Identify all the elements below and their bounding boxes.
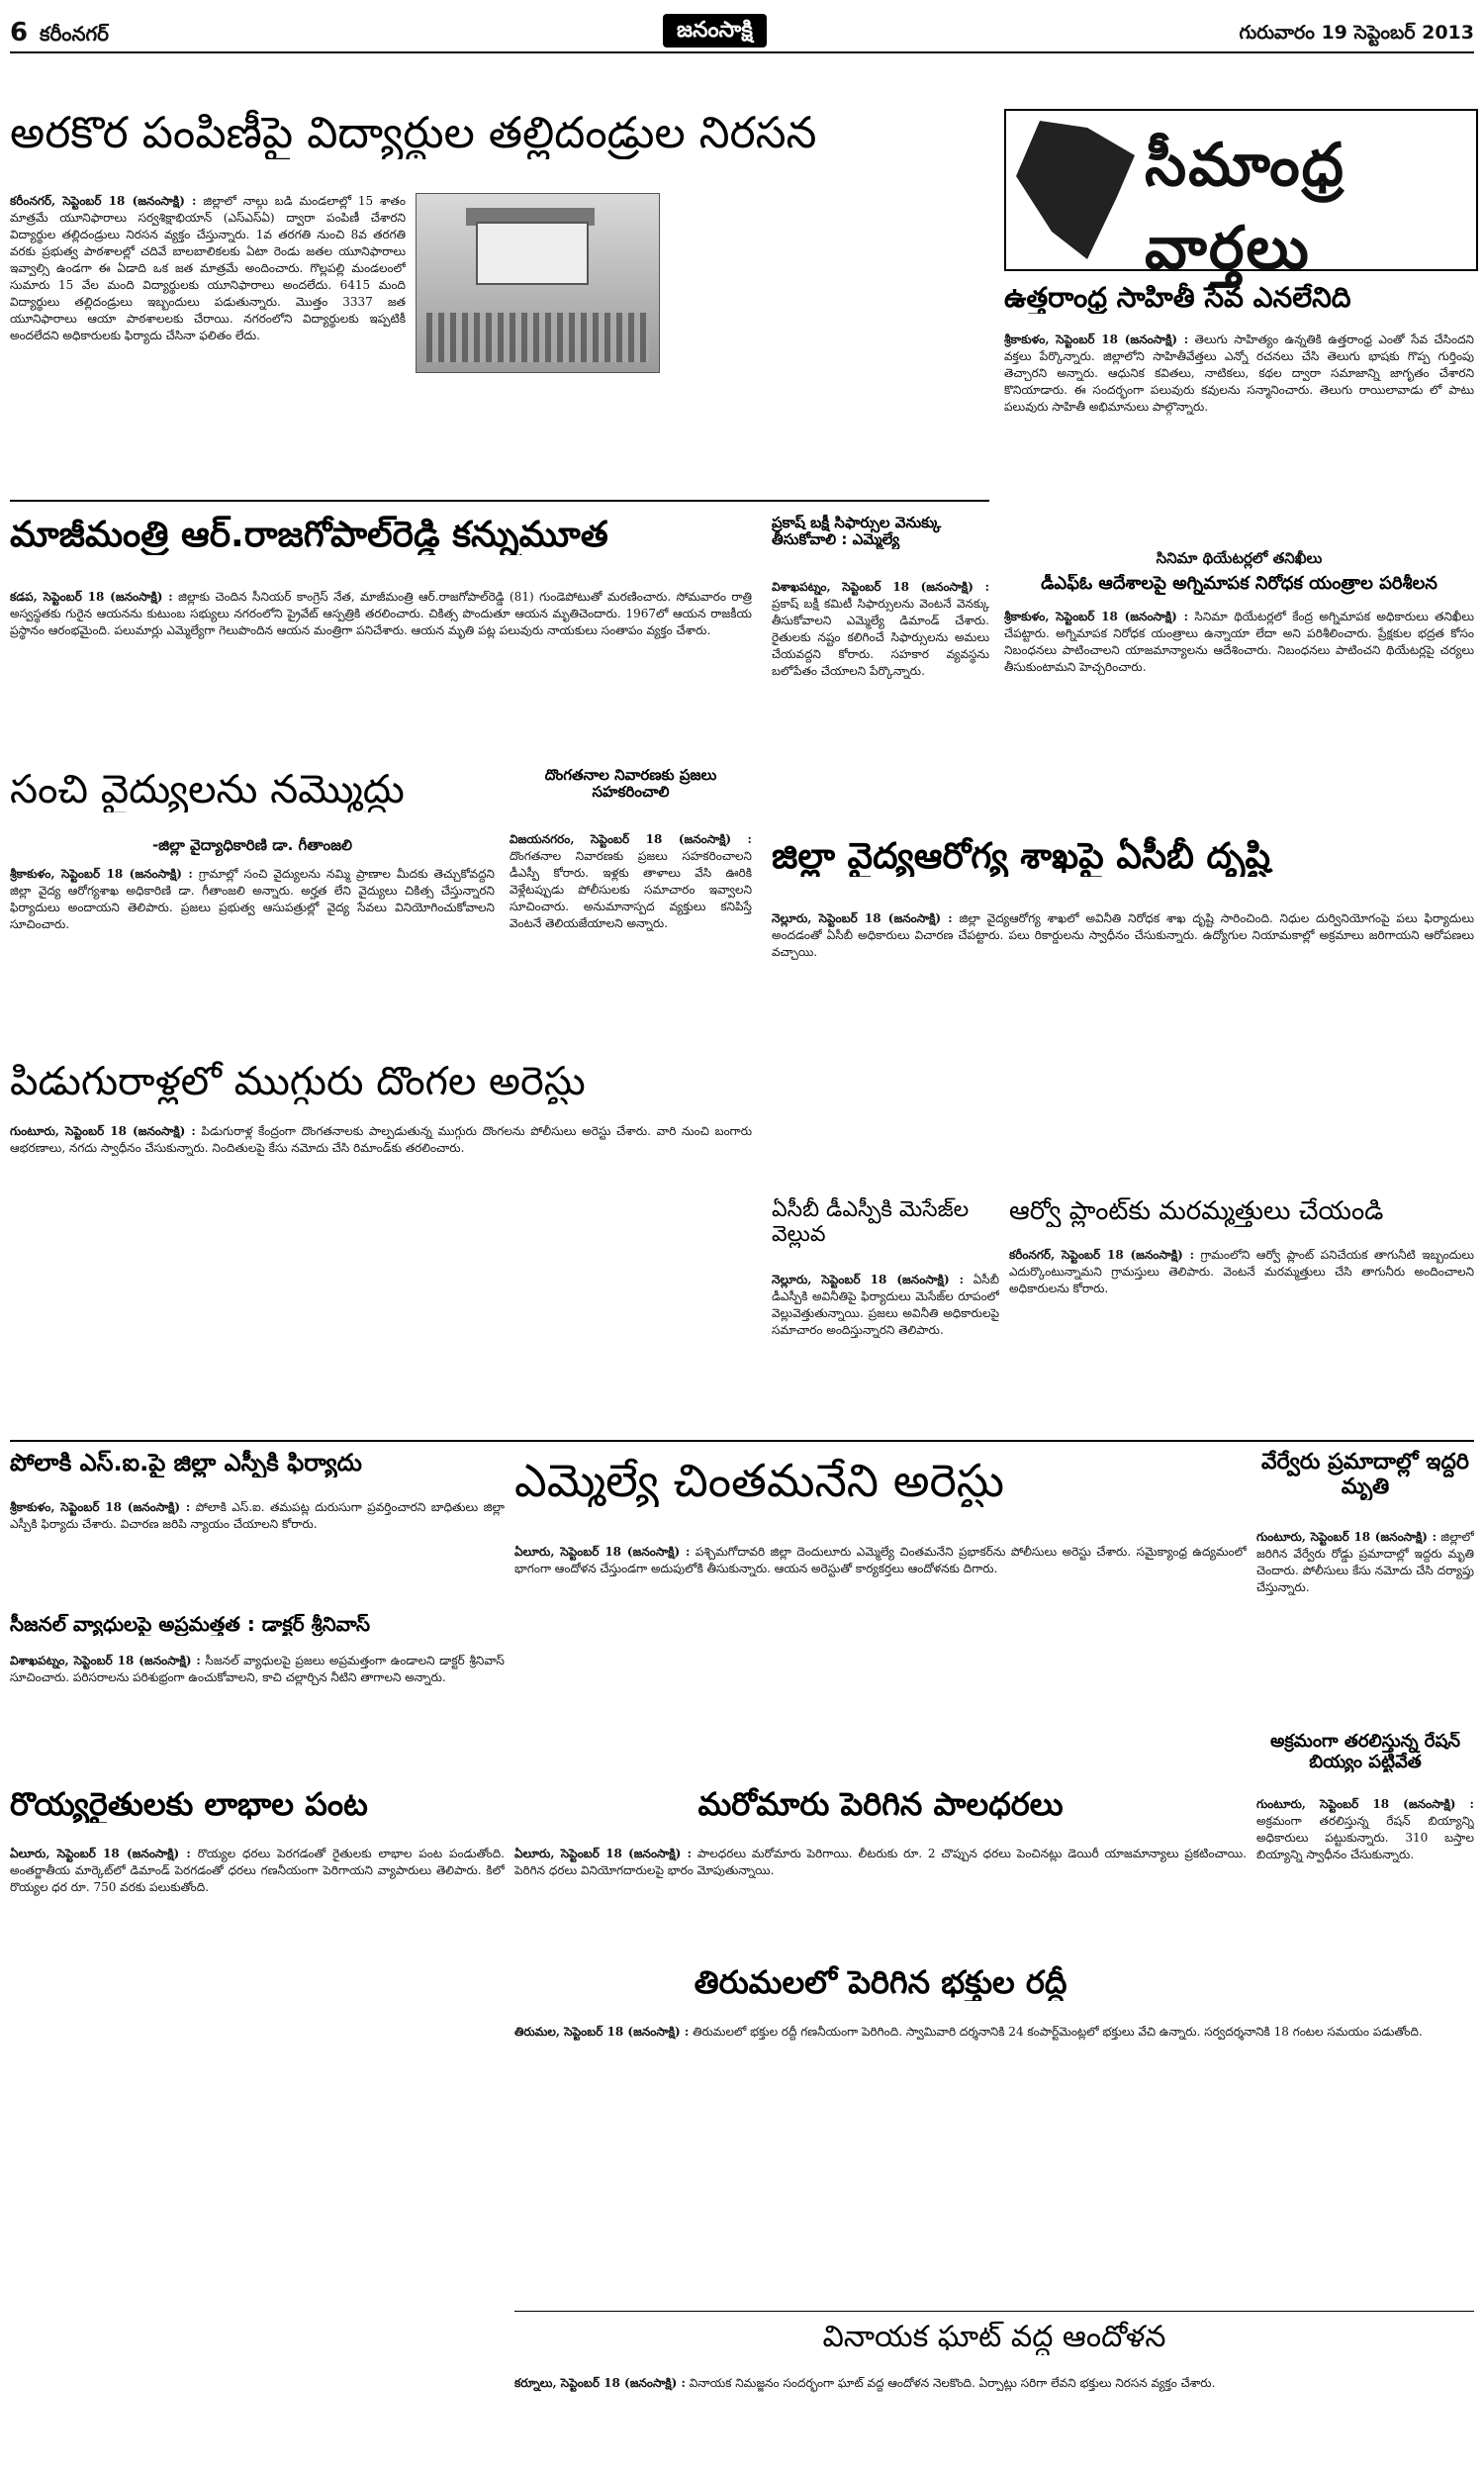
body-text: పిడుగురాళ్ల కేంద్రంగా దొంగతనాలకు పాల్పడుతున్న ముగ్గురు దొంగలను పోలీసులు అరెస్టు చేశారు. వారి నుంచి బంగారు ఆభరణాలు, నగదు స్వాధీనం చేసుకున్నారు. నిందితులపై కేసు నమోదు చేసి రిమాండ్‌కు తరలించారు. <box>10 1124 752 1155</box>
page-name: కరీంనగర్ <box>40 22 109 46</box>
article-headline-block <box>514 1786 1247 1841</box>
dateline: తిరుమల, సెప్టెంబర్ 18 (జనంసాక్షి) : <box>514 2025 690 2039</box>
dateline: విశాఖపట్నం, సెప్టెంబర్ 18 (జనంసాక్షి) : <box>772 580 989 594</box>
article-headline-block <box>10 1059 762 1118</box>
dateline: ఏలూరు, సెప్టెంబర్ 18 (జనంసాక్షి) : <box>10 1847 191 1860</box>
body-text: ప్రకాష్ బక్షీ కమిటీ సిఫార్సులను వెంటనే వెనక్కు తీసుకోవాలని ఎమ్మెల్యే డిమాండ్ చేశారు. రైతులకు నష్టం కలిగించే సిఫార్సులను అమలు చేయవద్దని కోరారు. సహకార వ్యవస్థను బలోపేతం చేయాలని పేర్కొన్నారు. <box>772 597 989 678</box>
article-body <box>10 866 495 1049</box>
headline: ఏసీబీ డీఎస్పీకి మెసేజ్‌ల వెల్లువ <box>772 1197 970 1248</box>
article-headline-block <box>10 1786 505 1841</box>
headline: మరోమారు పెరిగిన పాలధరలు <box>697 1786 1064 1823</box>
article-body <box>10 1846 505 2331</box>
article-headline-block <box>772 1197 999 1267</box>
body-text: జిల్లాకు చెందిన సీనియర్ కాంగ్రెస్ నేత, మాజీమంత్రి ఆర్.రాజగోపాల్‌రెడ్డి (81) గుండెపోటుతో మరణించారు. సోమవారం రాత్రి అస్వస్థతకు గురైన ఆయనను కుటుంబ సభ్యులు నగరంలోని ప్రైవేట్ ఆస్పత్రికి తరలించారు. చికిత్స పొందుతూ ఆయన మృతిచెందారు. 1967లో ఆయన రాజకీయ ప్రస్థానం ఆరంభమైంది. పలుమార్లు ఎమ్మెల్యేగా గెలుపొందిన ఆయన మంత్రిగా పనిచేశారు. ఆయన మృతి పట్ల పలువురు నాయకులు సంతాపం వ్యక్తం చేశారు. <box>10 590 752 637</box>
headline: పిడుగురాళ్లలో ముగ్గురు దొంగల అరెస్టు <box>10 1059 586 1104</box>
headline: వేర్వేరు ప్రమాదాల్లో ఇద్దరి మృతి <box>1261 1450 1469 1500</box>
article-headline-block <box>1004 574 1474 604</box>
dateline: ఏలూరు, సెప్టెంబర్ 18 (జనంసాక్షి) : <box>514 1545 691 1559</box>
article-body <box>514 2024 1474 2301</box>
article-photo <box>416 193 660 373</box>
article-body <box>10 1499 505 1608</box>
dateline: కరీంనగర్, సెప్టెంబర్ 18 (జనంసాక్షి) : <box>1009 1248 1195 1262</box>
body-text: గ్రామంలోని ఆర్వో ప్లాంట్ పనిచేయక తాగునీటి ఇబ్బందులు ఎదుర్కొంటున్నామని గ్రామస్తులు తెలిపారు. వెంటనే మరమ్మత్తులు చేసి తాగునీరు అందించాలని అధికారులను కోరారు. <box>1009 1248 1474 1295</box>
page-number: 6 <box>10 18 29 48</box>
body-text: సినిమా థియేటర్లలో కేంద్ర అగ్నిమాపక అధికారులు తనిఖీలు చేపట్టారు. అగ్నిమాపక నిరోధక యంత్రాలు ఉన్నాయా లేదా అని పరిశీలించారు. ప్రేక్షకుల భద్రత కోసం నిబంధనలు పాటించాలని యాజమాన్యాలను ఆదేశించారు. నిబంధనలు పాటించని థియేటర్లపై చర్యలు తీసుకుంటామని హెచ్చరించారు. <box>1004 610 1474 674</box>
body-text: రొయ్యల ధరలు పెరగడంతో రైతులకు లాభాల పంట పండుతోంది. అంతర్జాతీయ మార్కెట్‌లో డిమాండ్ పెరగడంతో ధరలు గణనీయంగా పెరిగాయని వ్యాపారులు తెలిపారు. కిలో రొయ్యల ధర రూ. 750 వరకు పలుకుతోంది. <box>10 1847 505 1894</box>
photo-building <box>476 222 589 285</box>
dateline: గుంటూరు, సెప్టెంబర్ 18 (జనంసాక్షి) : <box>1256 1530 1438 1544</box>
article-body <box>1004 332 1474 539</box>
article-body <box>10 1123 752 1321</box>
article-headline-block <box>514 1455 1247 1534</box>
body-text: తిరుమలలో భక్తుల రద్దీ గణనీయంగా పెరిగింది. స్వామివారి దర్శనానికి 24 కంపార్ట్‌మెంట్లలో భక్తులు వేచి ఉన్నారు. సర్వదర్శనానికి 18 గంటల సమయం పడుతోంది. <box>693 2025 1423 2039</box>
article-headline-block <box>510 767 752 826</box>
headline: దొంగతనాల నివారణకు ప్రజలు సహకరించాలి <box>544 767 717 802</box>
article-headline-block <box>514 2321 1474 2370</box>
dateline: శ్రీకాకుళం, సెప్టెంబర్ 18 (జనంసాక్షి) : <box>10 867 193 881</box>
headline: ఎమ్మెల్యే చింతమనేని అరెస్టు <box>514 1455 1004 1507</box>
article-headline-block <box>514 1964 1247 2019</box>
headline: మాజీమంత్రి ఆర్.రాజగోపాల్‌రెడ్డి కన్నుమూత <box>10 515 608 555</box>
article-body <box>1004 609 1474 821</box>
photo-crowd <box>426 313 649 362</box>
body-text: జిల్లా వైద్యఆరోగ్య శాఖలో అవినీతి నిరోధక శాఖ దృష్టి సారించింది. నిధుల దుర్వినియోగంపై పలు ఫిర్యాదులు అందడంతో ఏసీబీ అధికారులు విచారణ చేపట్టారు. పలు రికార్డులను స్వాధీనం చేసుకున్నారు. ఉద్యోగుల నియామకాల్లో అక్రమాలు జరిగాయని ఆరోపణలు వచ్చాయి. <box>772 911 1474 959</box>
body-text: జిల్లాలో జరిగిన వేర్వేరు రోడ్డు ప్రమాదాల్లో ఇద్దరు మృతి చెందారు. పోలీసులు కేసు నమోదు చేసి దర్యాప్తు చేస్తున్నారు. <box>1256 1530 1474 1594</box>
article-body <box>1009 1247 1474 1430</box>
body-text: పోలాకి ఎస్.ఐ. తమపట్ల దురుసుగా ప్రవర్తించారని బాధితులు జిల్లా ఎస్పీకి ఫిర్యాదు చేశారు. విచారణ జరిపి న్యాయం చేయాలని కోరారు. <box>10 1500 505 1531</box>
article-body <box>514 2375 1474 2464</box>
body-text: పశ్చిమగోదావరి జిల్లా దెందులూరు ఎమ్మెల్యే చింతమనేని ప్రభాకర్‌ను పోలీసులు అరెస్టు చేశారు. సమైక్యాంధ్ర ఉద్యమంలో భాగంగా ఆందోళన చేస్తుండగా అదుపులోకి తీసుకున్నారు. ఆయన అరెస్టుతో కార్యకర్తలు ఆందోళనకు దిగారు. <box>514 1545 1247 1575</box>
headline: తిరుమలలో పెరిగిన భక్తుల రద్దీ <box>694 1964 1067 2001</box>
body-text: జిల్లాలో నాల్గు బడి మండలాల్లో 15 శాతం మాత్రమే యూనిఫారాలు సర్వశిక్షాభియాన్ (ఎస్ఎస్ఏ) ద్వారా పంపిణీ చేశారని విద్యార్థుల తల్లిదండ్రులు నిరసన వ్యక్తం చేస్తున్నారు. 1వ తరగతి నుంచి 8వ తరగతి వరకు ప్రభుత్వ పాఠశాలల్లో చదివే బాలబాలికలకు ఏటా రెండు జతల యూనిఫారాలు ఇవ్వాల్సి ఉండగా ఈ ఏడాది ఒక జత మాత్రమే అందించారు. గొల్లపల్లి మండలంలో సుమారు 15 వేల మంది విద్యార్థులకు యూనిఫారాలు అందలేదు. 6415 మంది విద్యార్థులు తల్లిదండ్రులు ఇబ్బందులు పడుతున్నారు. మొత్తం 3337 జత యూనిఫారాలు ఆయా పాఠశాలలకు చేరాయి. నగరంలోని విద్యార్థులకు ఇప్పటికీ అందలేదని అధికారులకు ఫిర్యాదు చేసినా ఫలితం లేదు. <box>10 194 406 342</box>
section-title: సీమాంధ్ర వార్తలు <box>1145 131 1345 283</box>
headline: వినాయక ఘాట్ వద్ద ఆందోళన <box>822 2321 1166 2354</box>
article-headline-block <box>772 836 1474 901</box>
article-body <box>772 579 989 836</box>
body-text: వినాయక నిమజ్జనం సందర్భంగా ఘాట్ వద్ద ఆందోళన నెలకొంది. ఏర్పాట్లు సరిగా లేవని భక్తులు నిరసన వ్యక్తం చేశారు. <box>689 2376 1216 2390</box>
headline: సీజనల్ వ్యాధులపై అప్రమత్తత : డాక్టర్ శ్రీనివాస్ <box>10 1613 371 1636</box>
article-kicker: సినిమా థియేటర్లలో తనిఖీలు <box>1156 549 1323 567</box>
article-subhead: -జిల్లా వైద్యాధికారిణి డా. గీతాంజలి <box>151 836 353 854</box>
headline: పోలాకి ఎస్.ఐ.పై జిల్లా ఎస్పీకి ఫిర్యాదు <box>10 1450 362 1476</box>
body-text: దొంగతనాల నివారణకు ప్రజలు సహకరించాలని డీఎస్పీ కోరారు. ఇళ్లకు తాళాలు వేసి ఊరికి వెళ్లేటప్పుడు పోలీసులకు సమాచారం ఇవ్వాలని సూచించారు. అనుమానాస్పద వ్యక్తులు కనిపిస్తే వెంటనే తెలియజేయాలని అన్నారు. <box>510 849 752 930</box>
article-body <box>514 1544 1247 1776</box>
article-body <box>10 193 406 490</box>
headline: సంచి వైద్యులను నమ్మొద్దు <box>10 767 405 812</box>
headline: జిల్లా వైద్యఆరోగ్య శాఖపై ఏసీబీ దృష్టి <box>772 836 1270 877</box>
headline: అరకొర పంపిణీపై విద్యార్థుల తల్లిదండ్రుల నిరసన <box>10 109 817 158</box>
article-body <box>1256 1529 1474 1727</box>
article-headline-block <box>10 1450 505 1494</box>
divider <box>514 2311 1474 2312</box>
dateline: శ్రీకాకుళం, సెప్టెంబర్ 18 (జనంసాక్షి) : <box>1004 333 1189 346</box>
article-headline-block <box>1256 1450 1474 1524</box>
article-body <box>1256 1796 1474 2014</box>
dateline: శ్రీకాకుళం, సెప్టెంబర్ 18 (జనంసాక్షి) : <box>10 1500 191 1514</box>
dateline: కడప, సెప్టెంబర్ 18 (జనంసాక్షి) : <box>10 590 173 604</box>
article-body <box>510 831 752 1044</box>
divider <box>10 1440 1474 1442</box>
body-text: అక్రమంగా తరలిస్తున్న రేషన్ బియ్యాన్ని అధికారులు పట్టుకున్నారు. 310 బస్తాల బియ్యాన్ని స్వాధీనం చేసుకున్నారు. <box>1256 1814 1474 1861</box>
masthead <box>10 14 1474 53</box>
dateline: గుంటూరు, సెప్టెంబర్ 18 (జనంసాక్షి) : <box>10 1124 196 1138</box>
article-headline-block <box>1009 1197 1474 1242</box>
newspaper-logo: జనంసాక్షి <box>663 14 767 48</box>
article-body <box>10 1653 505 1776</box>
dateline: విశాఖపట్నం, సెప్టెంబర్ 18 (జనంసాక్షి) : <box>10 1654 201 1667</box>
body-text: ఏసీబీ డీఎస్పీకి అవినీతిపై ఫిర్యాదులు మెసేజ్‌ల రూపంలో వెల్లువెత్తుతున్నాయి. ప్రజలు అవినీతి అధికారులపై సమాచారం అందిస్తున్నారని తెలిపారు. <box>772 1273 999 1337</box>
headline: ప్రకాష్ బక్షీ సిఫార్సుల వెనుక్కు తీసుకోవాలి : ఎమ్మెల్యే <box>772 515 942 549</box>
dateline: గుంటూరు, సెప్టెంబర్ 18 (జనంసాక్షి) : <box>1256 1797 1474 1811</box>
article-headline-block <box>10 767 505 826</box>
map-icon <box>1016 121 1135 259</box>
headline: ఉత్తరాంధ్ర సాహితీ సేవ ఎనలేనిది <box>1004 282 1351 314</box>
headline: డీఎఫ్‌ఓ ఆదేశాలపై అగ్నిమాపక నిరోధక యంత్రాల పరిశీలన <box>1041 574 1438 594</box>
article-body <box>514 1846 1247 1954</box>
article-body <box>772 910 1474 1188</box>
dateline: కరీంనగర్, సెప్టెంబర్ 18 (జనంసాక్షి) : <box>10 194 197 208</box>
headline: అక్రమంగా తరలిస్తున్న రేషన్ బియ్యం పట్టివేత <box>1270 1732 1460 1772</box>
headline: రొయ్యరైతులకు లాభాల పంట <box>10 1786 368 1823</box>
article-body <box>10 589 752 752</box>
dateline: శ్రీకాకుళం, సెప్టెంబర్ 18 (జనంసాక్షి) : <box>1004 610 1189 623</box>
article-headline-block <box>1256 1732 1474 1791</box>
article-body <box>772 1272 999 1430</box>
issue-date: గురువారం 19 సెప్టెంబర్ 2013 <box>1239 22 1474 44</box>
dateline: నెల్లూరు, సెప్టెంబర్ 18 (జనంసాక్షి) : <box>772 911 953 925</box>
body-text: సీజనల్ వ్యాధులపై ప్రజలు అప్రమత్తంగా ఉండాలని డాక్టర్ శ్రీనివాస్ సూచించారు. పరిసరాలను పరిశుభ్రంగా ఉంచుకోవాలని, కాచి చల్లార్చిన నీటిని తాగాలని అన్నారు. <box>10 1654 505 1684</box>
body-text: గ్రామాల్లో సంచి వైద్యులను నమ్మి ప్రాణాల మీదకు తెచ్చుకోవద్దని జిల్లా వైద్య ఆరోగ్యశాఖ అధికారిణి డా. గీతాంజలి అన్నారు. అర్హత లేని వైద్యులు చికిత్స చేస్తున్నారని ఫిర్యాదులు అందాయని తెలిపారు. ప్రజలు ప్రభుత్వ ఆసుపత్రుల్లో వైద్య సేవలు వినియోగించుకోవాలని సూచించారు. <box>10 867 495 931</box>
article-headline-block <box>772 515 989 574</box>
dateline: విజయనగరం, సెప్టెంబర్ 18 (జనంసాక్షి) : <box>510 832 752 846</box>
article-headline-block <box>10 1613 505 1648</box>
dateline: కర్నూలు, సెప్టెంబర్ 18 (జనంసాక్షి) : <box>514 2376 686 2390</box>
seemaandhra-section-banner <box>1004 109 1478 283</box>
divider <box>10 500 989 502</box>
article-headline-block <box>10 515 762 584</box>
headline: ఆర్వో ప్లాంట్‌కు మరమ్మత్తులు చేయండి <box>1009 1197 1384 1226</box>
dateline: నెల్లూరు, సెప్టెంబర్ 18 (జనంసాక్షి) : <box>772 1273 965 1286</box>
body-text: పాలధరలు మరోమారు పెరిగాయి. లీటరుకు రూ. 2 చొప్పున ధరలు పెంచినట్లు డెయిరీ యాజమాన్యాలు ప్రకటించాయి. పెరిగిన ధరలు వినియోగదారులపై భారం మోపుతున్నాయి. <box>514 1847 1247 1877</box>
article-headline-block <box>1004 282 1474 327</box>
body-text: తెలుగు సాహిత్యం ఉన్నతికి ఉత్తరాంధ్ర ఎంతో సేవ చేసిందని వక్తలు పేర్కొన్నారు. జిల్లాలోని సాహితీవేత్తలు ఎన్నో రచనలు చేసి తెలుగు భాషకు గొప్ప గుర్తింపు తెచ్చారని అన్నారు. ఆధునిక కవితలు, నాటికలు, కథల ద్వారా సమాజాన్ని జాగృతం చేశారని కొనియాడారు. ఈ సందర్భంగా పలువురు కవులను సన్మానించారు. తెలుగు రాయిలావాడు లో పాటు పలువురు సాహితీ అభిమానులు పాల్గొన్నారు. <box>1004 333 1474 414</box>
dateline: ఏలూరు, సెప్టెంబర్ 18 (జనంసాక్షి) : <box>514 1847 693 1860</box>
article-headline-block <box>10 109 989 188</box>
